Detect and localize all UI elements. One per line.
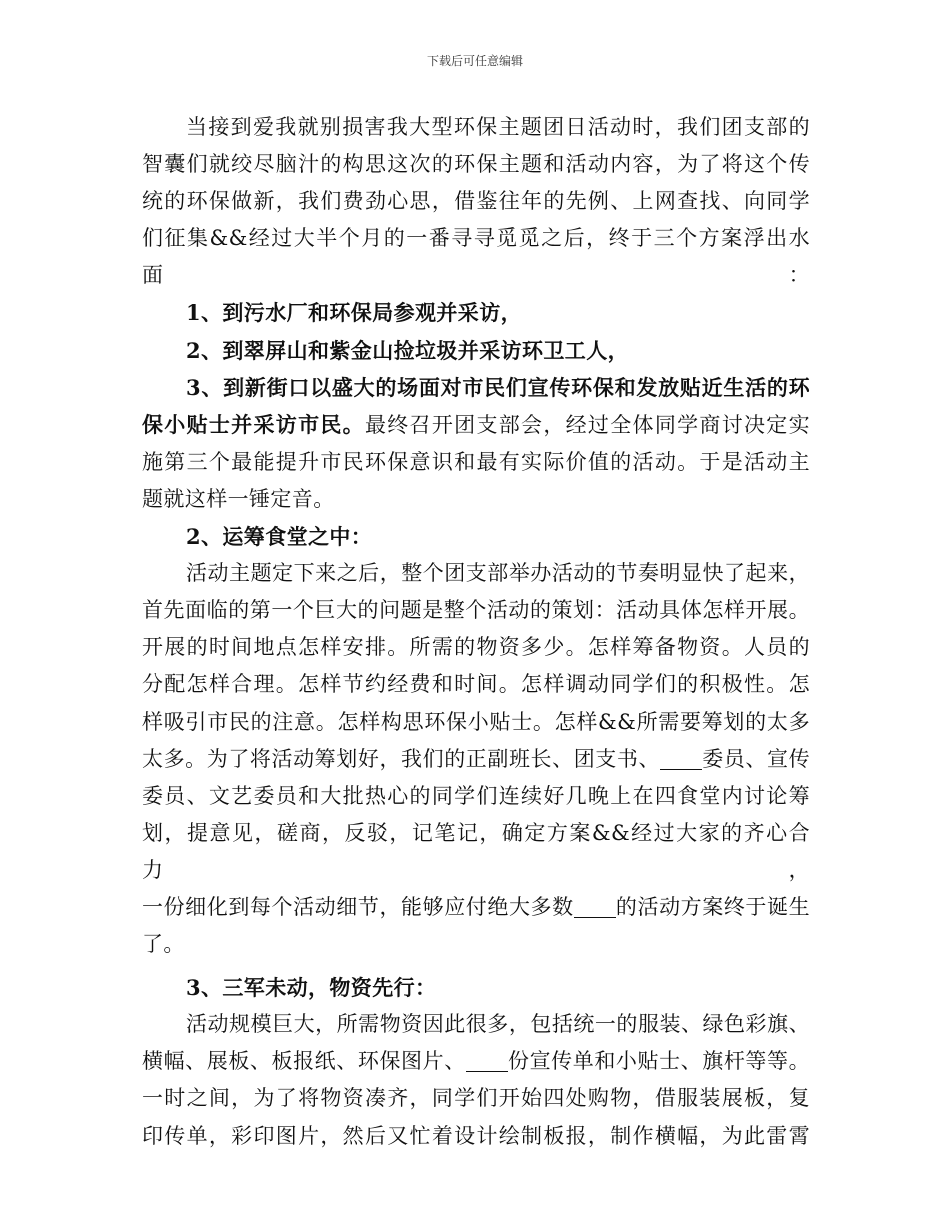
document-body [142, 109, 810, 1155]
paragraph-line: 智囊们就绞尽脑汁的构思这次的环保主题和活动内容，为了将这个传 [142, 152, 810, 177]
paragraph-line [142, 1043, 810, 1080]
paragraph-line: 划，提意见，磋商，反驳，记笔记，确定方案&&经过大家的齐心合力， [142, 820, 810, 882]
section-heading: 3、三军未动，物资先行： [186, 975, 437, 1001]
list-item: 3、到新街口以盛大的场面对市民们宣传环保和发放贴近生活的环 [186, 374, 810, 400]
body-text-span: 的活动方案终于诞生 [615, 894, 810, 919]
paragraph-line: 一时之间，为了将物资凑齐，同学们开始四处购物，借服装展板，复 [142, 1086, 810, 1111]
blank-underline [466, 1050, 508, 1072]
paragraph-line: 开展的时间地点怎样安排。所需的物资多少。怎样筹备物资。人员的 [142, 635, 810, 660]
body-text-span: 份宣传单和小贴士、旗杆等等。 [507, 1049, 810, 1074]
paragraph-line [142, 889, 810, 926]
section-heading: 2、运筹食堂之中： [186, 524, 373, 550]
paragraph-line: 施第三个最能提升市民环保意识和最有实际价值的活动。于是活动主 [142, 449, 810, 474]
blank-underline [574, 896, 616, 918]
body-text-span: 太多。为了将活动筹划好，我们的正副班长、团支书、 [142, 746, 661, 771]
paragraph-line: 活动规模巨大，所需物资因此很多，包括统一的服装、绿色彩旗、 [186, 1012, 810, 1037]
paragraph-line: 了。 [142, 932, 185, 957]
list-item: 1、到污水厂和环保局参观并采访， [186, 300, 523, 326]
paragraph-line: 分配怎样合理。怎样节约经费和时间。怎样调动同学们的积极性。怎 [142, 672, 810, 697]
paragraph-line: 题就这样一锤定音。 [142, 486, 335, 511]
paragraph-line: 统的环保做新，我们费劲心思，借鉴往年的先例、上网查找、向同学 [142, 189, 810, 214]
blank-underline [660, 748, 702, 770]
paragraph-line: 活动主题定下来之后，整个团支部举办活动的节奏明显快了起来， [186, 561, 810, 586]
body-text-span: 横幅、展板、板报纸、环保图片、 [142, 1049, 466, 1074]
body-text-span: 一份细化到每个活动细节，能够应付绝大多数 [142, 894, 574, 919]
paragraph-line [142, 741, 810, 778]
body-text-span: 委员、宣传 [702, 746, 810, 771]
paragraph-line: 当接到爱我就别损害我大型环保主题团日活动时，我们团支部的 [186, 115, 810, 139]
list-item: 2、到翠屏山和紫金山捡垃圾并采访环卫工人， [186, 337, 630, 363]
paragraph-line: 印传单，彩印图片，然后又忙着设计绘制板报，制作横幅，为此雷霄 [142, 1123, 810, 1148]
bold-text: 保小贴士并采访市民。 [142, 411, 365, 437]
paragraph-line: 委员、文艺委员和大批热心的同学们连续好几晚上在四食堂内讨论筹 [142, 783, 810, 808]
paragraph-line: 样吸引市民的注意。怎样构思环保小贴士。怎样&&所需要筹划的太多 [142, 709, 810, 734]
page-header: 下载后可任意编辑 [426, 54, 523, 68]
body-text-span: 最终召开团支部会，经过全体同学商讨决定实 [364, 412, 811, 437]
paragraph-line: 首先面临的第一个巨大的问题是整个活动的策划：活动具体怎样开展。 [142, 598, 810, 623]
paragraph-line [142, 406, 810, 444]
paragraph-line: 们征集&&经过大半个月的一番寻寻觅觅之后，终于三个方案浮出水面： [142, 226, 810, 288]
